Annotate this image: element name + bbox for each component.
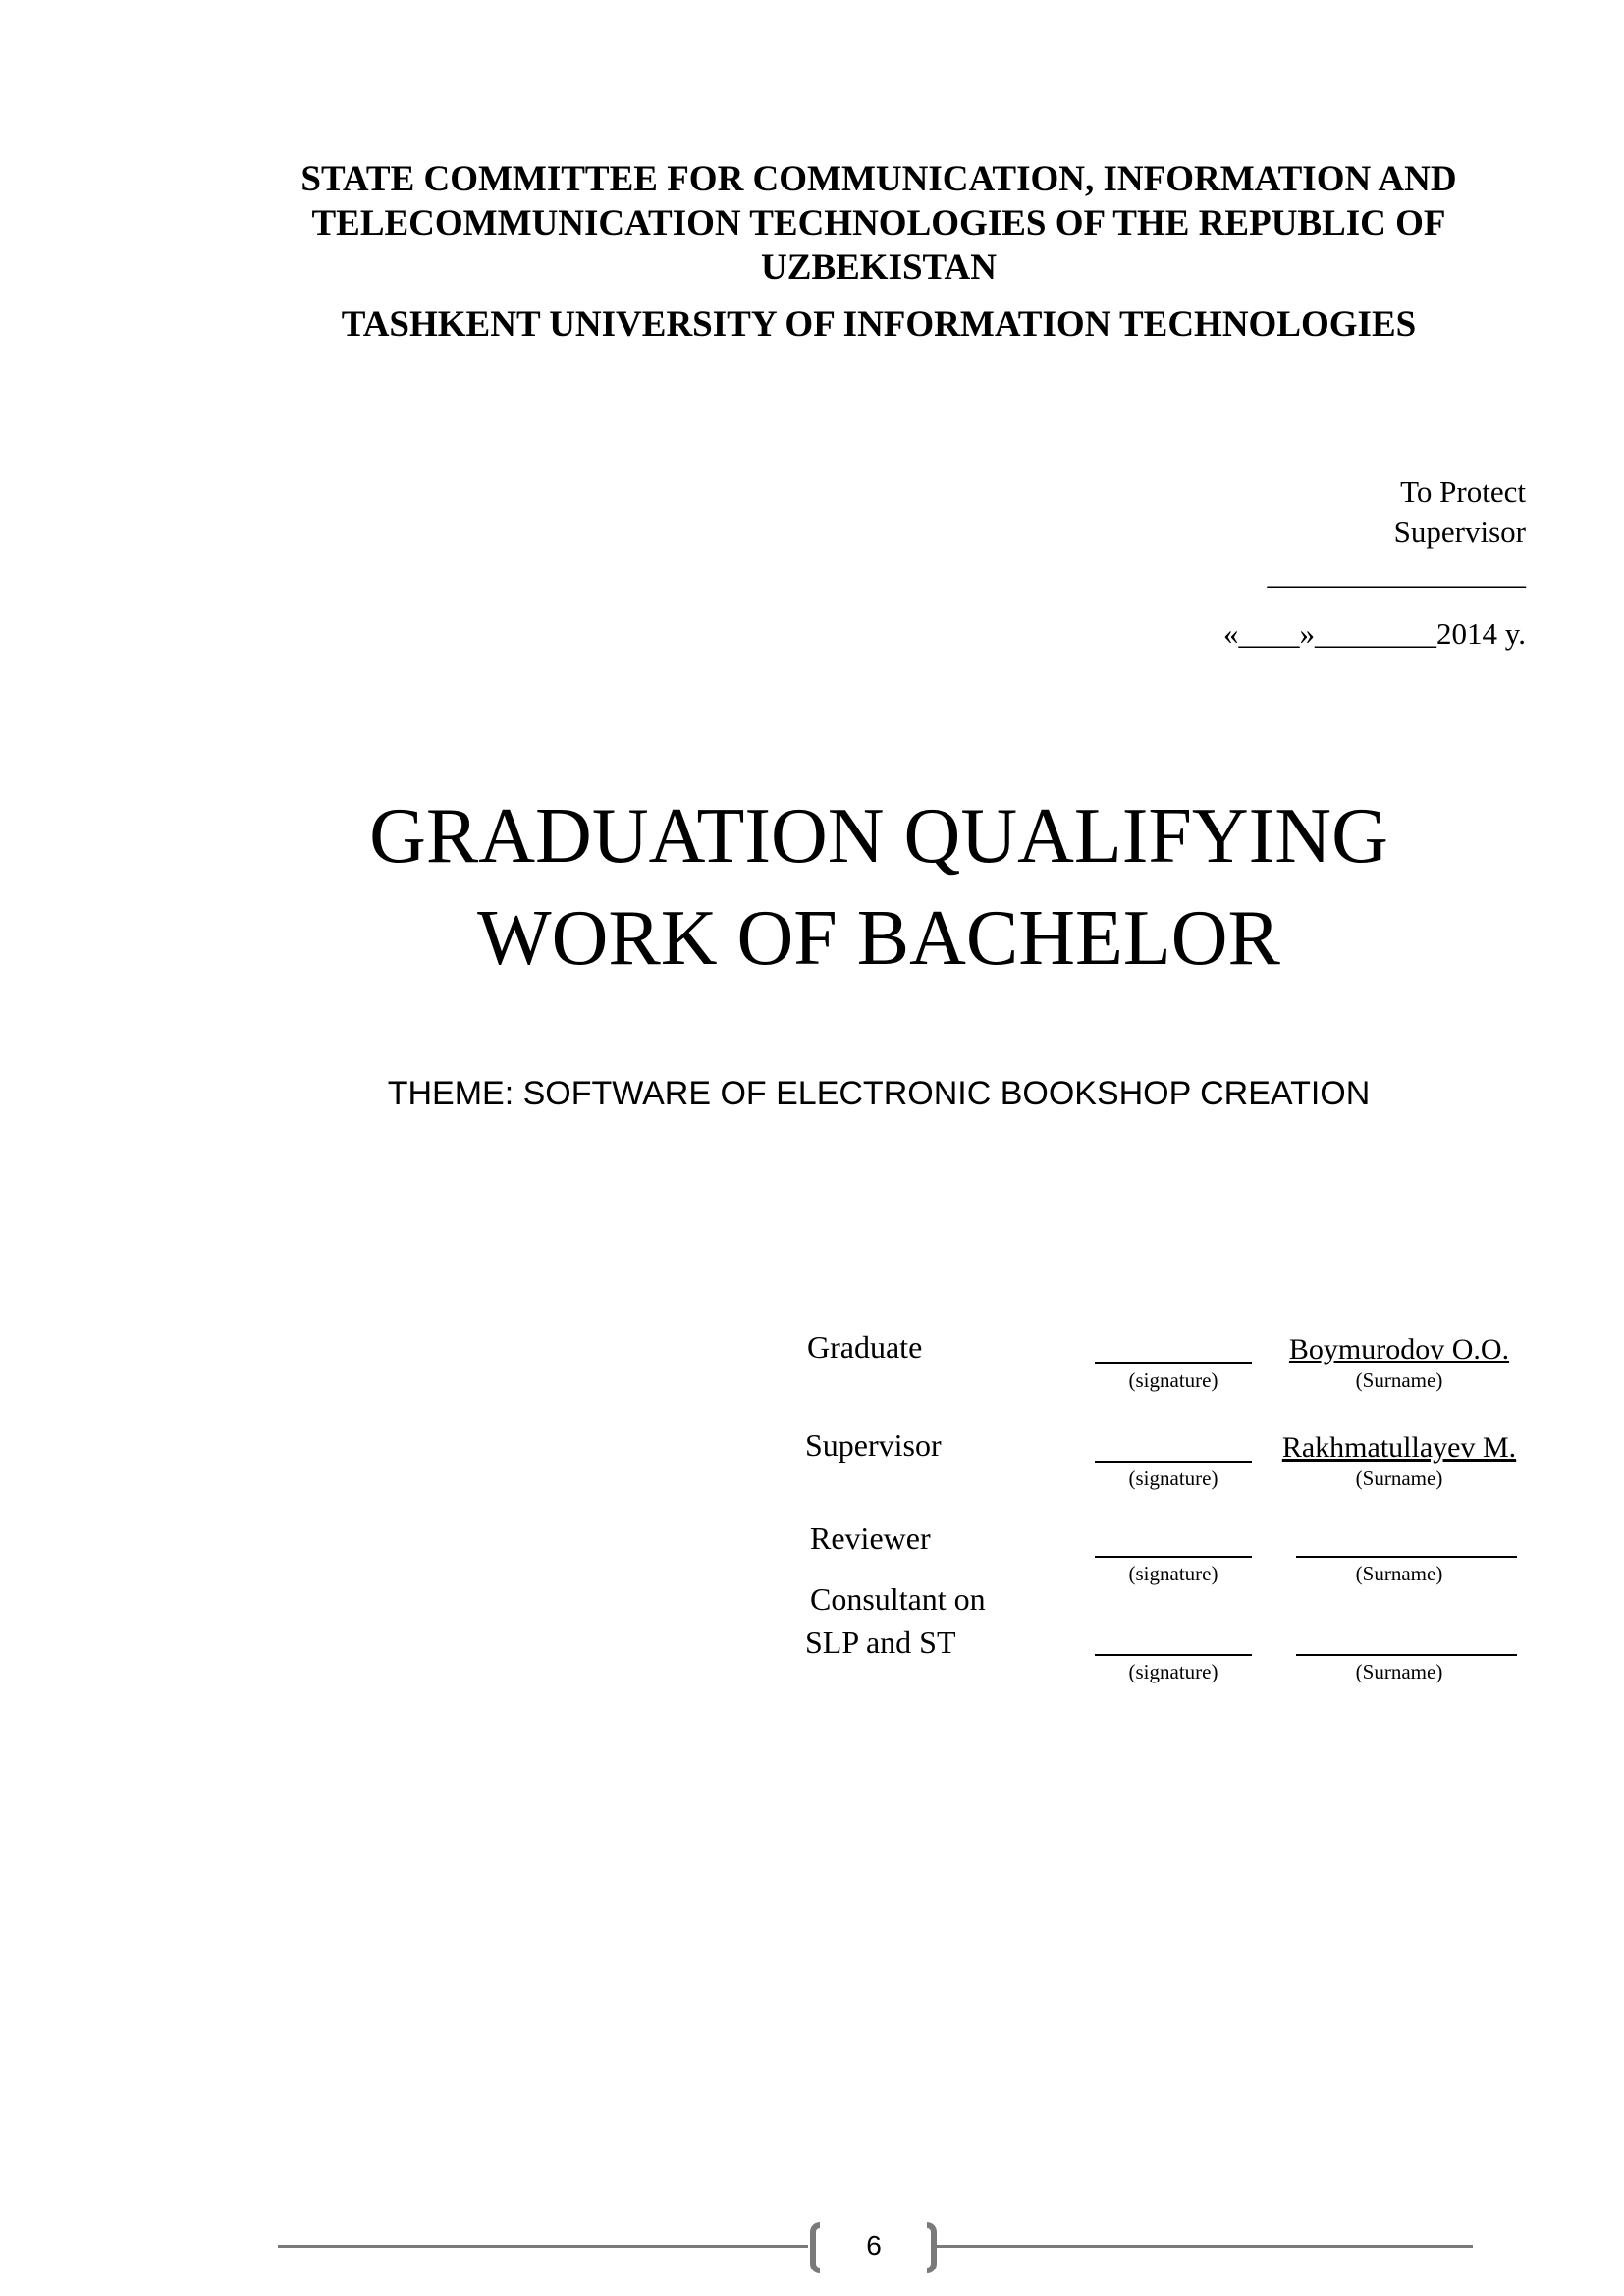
role-label: Reviewer [810,1521,931,1556]
signature-row-supervisor [805,1423,1532,1517]
approval-date: «____»________2014 y. [1223,616,1526,651]
surname-caption: (Surname) [1355,1368,1443,1392]
surname-caption: (Surname) [1355,1660,1443,1683]
signature-caption: (signature) [1128,1660,1218,1683]
footer-rule-left [278,2245,808,2248]
signature-table [805,1325,1532,1695]
page-number: 6 [866,2230,882,2261]
approval-supervisor: Supervisor [1393,514,1526,549]
university-header: TASHKENT UNIVERSITY OF INFORMATION TECHNOLOGIES [341,304,1417,345]
committee-line-2: TELECOMMUNICATION TECHNOLOGIES OF THE REPUBLIC OF [311,203,1446,243]
surname-field [1276,1335,1522,1394]
surname-caption: (Surname) [1355,1562,1443,1585]
signature-blank [1095,1333,1252,1364]
role-label: Graduate [807,1329,923,1364]
title-line-1: GRADUATION QUALIFYING [369,793,1388,880]
signature-blank [1095,1526,1252,1558]
surname-blank [1296,1526,1517,1558]
surname-caption: (Surname) [1355,1467,1443,1490]
committee-line-1: STATE COMMITTEE FOR COMMUNICATION, INFORMATION AND [300,159,1457,199]
role-label: Supervisor [805,1427,942,1463]
signature-field [1090,1431,1257,1492]
signature-row-consultant [805,1577,1532,1695]
left-bracket-icon [810,2222,820,2273]
approval-block [1223,471,1526,654]
signature-row-graduate [805,1325,1532,1423]
signature-field [1090,1333,1257,1394]
signature-blank [1095,1431,1252,1463]
committee-line-3: UZBEKISTAN [761,247,997,288]
surname-field [1276,1433,1522,1492]
document-title [236,785,1522,989]
surname-blank [1296,1625,1517,1656]
role-label-line-2: SLP and ST [805,1625,956,1660]
approval-signature-blank: _________________ [1267,557,1526,591]
right-bracket-icon [927,2222,937,2273]
signature-caption: (signature) [1128,1562,1218,1585]
title-line-2: WORK OF BACHELOR [477,895,1280,982]
signature-caption: (signature) [1128,1368,1218,1392]
signature-field [1090,1625,1257,1685]
approval-to-protect: To Protect [1400,474,1526,508]
signature-blank [1095,1625,1252,1656]
role-label [805,1577,986,1664]
role-label-line-1: Consultant on [810,1581,986,1617]
surname-value: Boymurodov O.O. [1288,1333,1510,1365]
surname-field [1276,1625,1522,1685]
signature-caption: (signature) [1128,1467,1218,1490]
surname-value: Rakhmatullayev M. [1281,1431,1517,1464]
footer-rule-right [935,2245,1473,2248]
theme-line: THEME: SOFTWARE OF ELECTRONIC BOOKSHOP CREATION [387,1075,1371,1112]
signature-row-reviewer [805,1517,1532,1585]
committee-header [236,157,1522,290]
